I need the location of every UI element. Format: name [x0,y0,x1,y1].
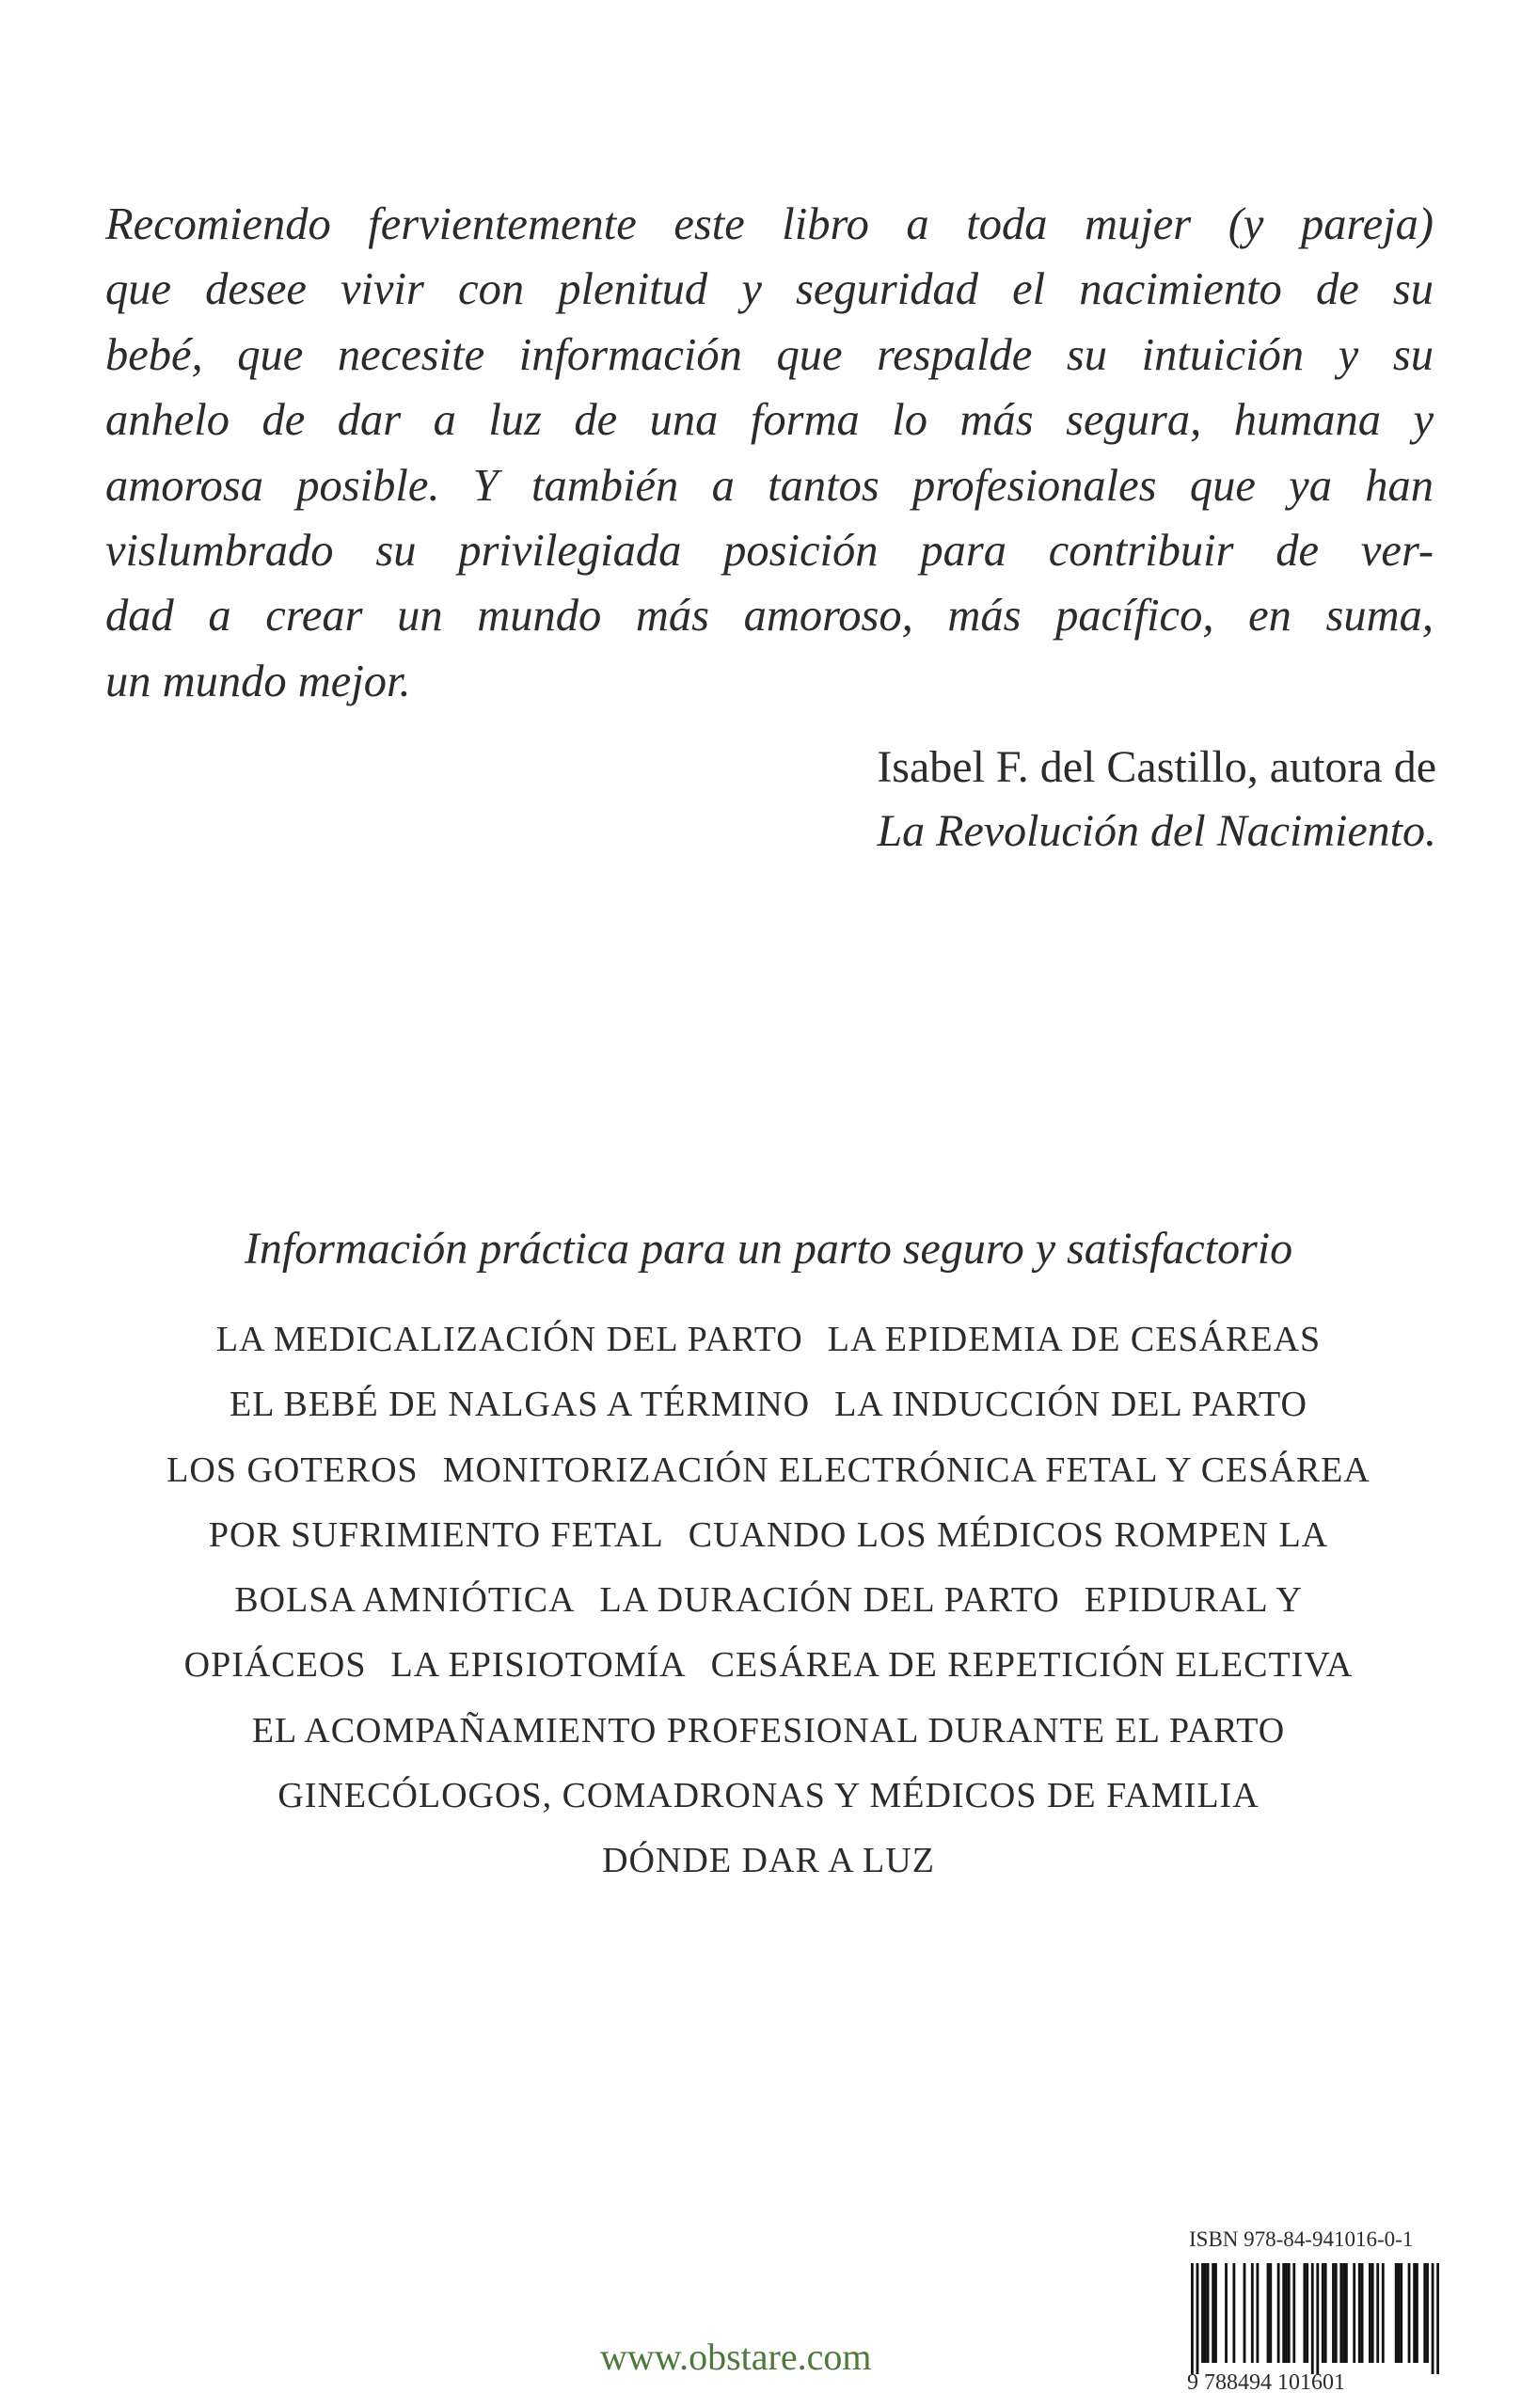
topic-item: EPIDURAL Y [1084,1580,1303,1621]
barcode-bar [1311,2263,1314,2374]
attribution-author: Isabel F. del Castillo, autora de [877,742,1436,792]
barcode-bar [1342,2263,1345,2363]
endorsement-quote [105,192,1434,714]
topic-item: EL ACOMPAÑAMIENTO PROFESIONAL DURANTE EL PARTO [251,1710,1286,1751]
topic-line [0,1829,1537,1893]
isbn-label: ISBN 978-84-941016-0-1 [1189,2227,1414,2251]
topic-line [0,1438,1537,1503]
book-subtitle: Información práctica para un parto seguro y satisfactorio [244,1224,1293,1274]
barcode-bar [1426,2263,1429,2363]
topic-line [0,1633,1537,1698]
topic-item: LA DURACIÓN DEL PARTO [599,1580,1060,1621]
barcode-bar [1306,2263,1308,2363]
barcode-bar [1413,2263,1416,2363]
barcode-bar [1376,2263,1379,2363]
barcode-bar [1277,2263,1280,2363]
barcode-bar [1324,2263,1327,2363]
topic-item: GINECÓLOGOS, COMADRONAS Y MÉDICOS DE FAMILIA [277,1776,1260,1816]
barcode-bar [1400,2263,1402,2363]
barcode-bar [1335,2263,1338,2363]
barcode-digits: 9 788494 101601 [1187,2370,1345,2395]
quote-attribution [877,736,1436,863]
topic-item: MONITORIZACIÓN ELECTRÓNICA FETAL Y CESÁREA [442,1450,1371,1490]
topic-item: DÓNDE DAR A LUZ [602,1841,935,1881]
barcode-bar [1207,2263,1210,2363]
quote-line: un mundo mejor. [105,656,411,706]
barcode-bar [1204,2263,1207,2363]
quote-line: anhelo de dar a luz de una forma lo más segura, humana y [105,395,1434,446]
barcode-bar [1256,2263,1259,2363]
quote-line: Recomiendo fervientemente este libro a toda mujer (y pareja) [105,199,1434,249]
topic-item: CUANDO LOS MÉDICOS ROMPEN LA [688,1514,1329,1555]
barcode-bar [1225,2263,1228,2363]
topic-line [0,1764,1537,1829]
attribution-work-title: La Revolución del Nacimiento. [877,806,1436,856]
topic-item: LA INDUCCIÓN DEL PARTO [834,1385,1307,1425]
quote-line: dad a crear un mundo más amoroso, más pacífico, en suma, [105,591,1434,642]
quote-line: que desee vivir con plenitud y seguridad el nacimiento de su [105,264,1434,315]
barcode-bar [1416,2263,1418,2363]
barcode-bar [1436,2263,1439,2374]
barcode-bar [1288,2263,1291,2363]
barcode-bar [1214,2263,1217,2363]
barcode-bar [1303,2263,1306,2363]
barcode-bar [1191,2263,1194,2374]
barcode-bar [1269,2263,1272,2363]
topic-item: OPIÁCEOS [183,1645,367,1686]
topic-item: LOS GOTEROS [166,1450,419,1490]
topic-line [0,1372,1537,1437]
quote-line: amorosa posible. Y también a tantos profesionales que ya han [105,460,1434,511]
topics-list [0,1307,1537,1894]
barcode-bar [1244,2263,1246,2363]
barcode-bar [1251,2263,1254,2363]
barcode-bar [1423,2263,1426,2363]
barcode-bar [1369,2263,1371,2363]
barcode-bar [1361,2263,1364,2363]
topic-item: LA EPISIOTOMÍA [390,1645,687,1686]
barcode-bar [1395,2263,1398,2363]
topic-item: LA MEDICALIZACIÓN DEL PARTO [215,1320,803,1359]
barcode-bar [1196,2263,1199,2374]
barcode-bar [1232,2263,1235,2363]
barcode-bar [1371,2263,1374,2363]
barcode-bar [1267,2263,1270,2363]
barcode-bar [1382,2263,1385,2363]
topic-item: POR SUFRIMIENTO FETAL [208,1514,664,1555]
barcode-bar [1322,2263,1324,2363]
topic-line [0,1307,1537,1372]
quote-line: bebé, que necesite información que respalde su intuición y su [105,329,1434,380]
topic-line [0,1568,1537,1633]
topic-item: BOLSA AMNIÓTICA [234,1580,576,1621]
barcode-bar [1408,2263,1411,2363]
barcode-bar [1345,2263,1348,2363]
topic-line [0,1503,1537,1568]
barcode-bar [1316,2263,1319,2374]
barcode-bar [1432,2263,1434,2374]
topic-item: LA EPIDEMIA DE CESÁREAS [827,1320,1322,1359]
topic-line [0,1699,1537,1764]
barcode-bar [1285,2263,1288,2363]
barcode-bar [1398,2263,1401,2363]
barcode-bar [1339,2263,1342,2363]
barcode-bar [1353,2263,1355,2363]
barcode-bar [1282,2263,1285,2363]
barcode-bar [1332,2263,1335,2363]
barcode-bar [1358,2263,1361,2363]
barcode-bar [1292,2263,1295,2363]
publisher-website: www.obstare.com [600,2336,872,2378]
quote-line: vislumbrado su privilegiada posición para contribuir de ver- [105,526,1434,577]
barcode-image [1191,2263,1439,2374]
barcode-bar [1201,2263,1204,2363]
topic-item: CESÁREA DE REPETICIÓN ELECTIVA [710,1645,1354,1686]
topic-item: EL BEBÉ DE NALGAS A TÉRMINO [230,1385,811,1425]
barcode-bar [1212,2263,1214,2363]
